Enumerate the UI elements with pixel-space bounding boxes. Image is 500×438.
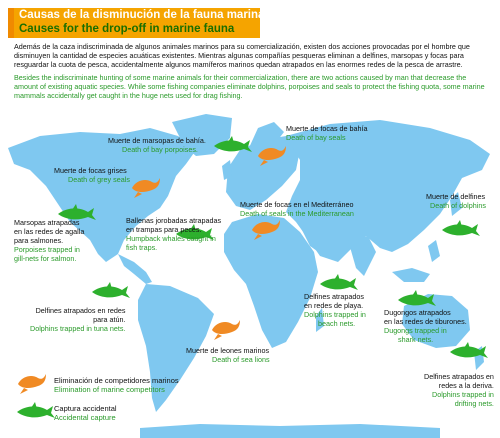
label-tuna: Delfines atrapados en redes para atún. Dolphins trapped in tuna nets. — [30, 306, 126, 333]
label-porpoises-gill: Marsopas atrapadas en las redes de agalla para salmones. Porpoises trapped in gill-nets for salmon. — [14, 218, 85, 263]
dolphin-icon-tuna — [92, 282, 130, 298]
title-spanish: Causas de la disminución de la fauna marina / — [19, 9, 271, 21]
label-bay-seals: Muerte de focas de bahía Death of bay seals — [286, 124, 368, 142]
label-med-seals: Muerte de focas en el Mediterráneo Death of seals in the Mediterranean — [240, 200, 354, 218]
legend-accidental: Captura accidental Accidental capture — [54, 404, 117, 422]
intro-spanish: Además de la caza indiscriminada de algunos animales marinos para su comercialización, existen dos acciones provocadas por el hombre que disminuyen la cantidad de especies acuáticas existentes. Mientras algunas compañías pesqueras eliminan a delfines, marsopas y focas para resguardar la cuota de pesca, accidentalmente algunos mamíferos marinos quedan atrapados en las enormes redes de la pesca de arrastre. — [14, 42, 470, 70]
legend-competitors: Eliminación de competidores marinos Elimination of marine competitors — [54, 376, 179, 394]
label-grey-seals: Muerte de focas grises Death of grey seals — [54, 166, 130, 184]
dolphin-icon-beach — [320, 274, 358, 290]
dolphin-icon-dolphins — [442, 220, 480, 236]
intro-english: Besides the indiscriminate hunting of some marine animals for their commercialization, there are two actions caused by man that decrease the amount of existing aquatic species. While some fishing companies eliminate dolphins, porpoises and seals to protect the fishing quota, some marine mammals accidentally get caught in the huge nets used for drag fishing. — [14, 73, 485, 101]
indonesia — [392, 268, 430, 282]
label-drift: Delfines atrapados en redes a la deriva. Dolphins trapped in drifting nets. — [424, 372, 494, 408]
legend — [16, 372, 196, 432]
header — [0, 0, 500, 38]
central-america — [118, 254, 152, 284]
label-humpback: Ballenas jorobadas atrapadas en trampas para peces. Humpback whales caught in fish traps. — [126, 216, 222, 252]
dolphin-icon-shark — [398, 290, 436, 306]
label-shark: Dugongos atrapados en las redes de tiburones. Dugongs trapped in shark nets. — [384, 308, 467, 344]
label-beach: Delfines atrapados en redes de playa. Dolphins trapped in beach nets. — [304, 292, 366, 328]
title-english: Causes for the drop-off in marine fauna — [19, 23, 235, 35]
label-bay-porpoises: Muerte de marsopas de bahía. Death of bay porpoises. — [108, 136, 206, 154]
philippines — [428, 240, 440, 262]
seal-icon-sea-lions — [212, 320, 240, 340]
india — [348, 236, 376, 276]
label-sea-lions: Muerte de leones marinos Death of sea lions — [186, 346, 270, 364]
legend-seal-icon — [16, 372, 50, 396]
label-dolphins-death: Muerte de delfines Death of dolphins — [426, 192, 486, 210]
legend-dolphin-icon — [16, 400, 56, 422]
